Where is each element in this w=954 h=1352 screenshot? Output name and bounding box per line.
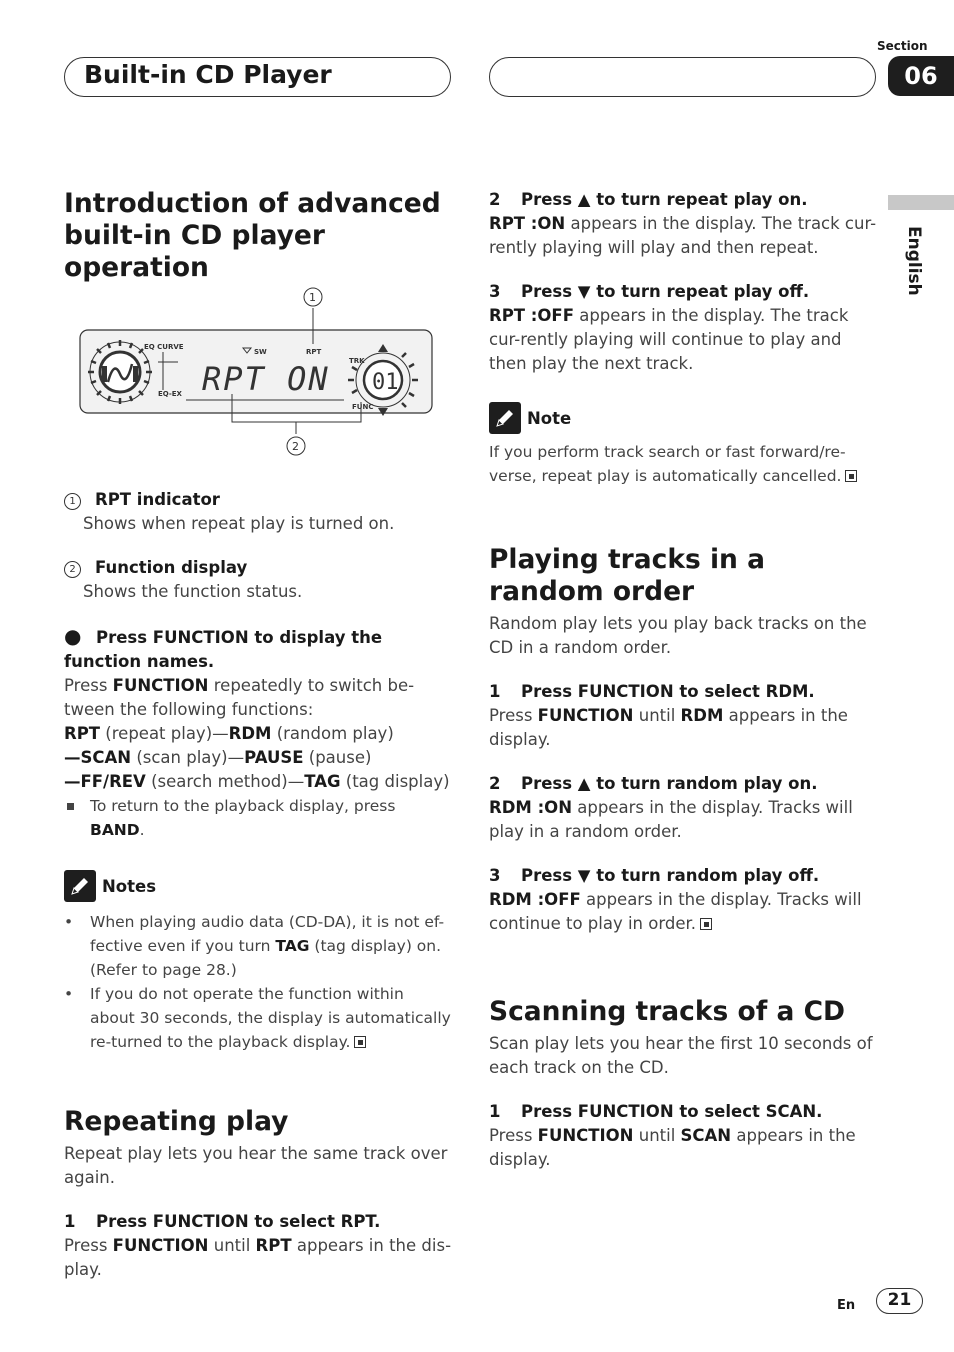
left-column <box>64 188 452 284</box>
lcd-figure-svg <box>78 282 438 462</box>
lcd-main-text: RPT ON <box>202 360 330 398</box>
repeat-step2-body: RPT :ON appears in the display. The track cur-rently playing will play and then repeat. <box>489 214 877 257</box>
callout-2: 2 <box>292 440 299 453</box>
scan-step1-title: Press FUNCTION to select SCAN. <box>521 1102 823 1121</box>
item2-number: 2 <box>64 561 81 578</box>
repeat-step2-title: Press ▲ to turn repeat play on. <box>521 190 808 209</box>
lcd-label-func: FUNC <box>352 403 374 411</box>
repeat-step1-title: Press FUNCTION to select RPT. <box>96 1212 381 1231</box>
lcd-label-rpt: RPT <box>306 348 322 356</box>
random-step3-body: RDM :OFF appears in the display. Tracks will continue to play in order. <box>489 890 862 933</box>
random-intro: Random play lets you play back tracks on the CD in a random order. <box>489 614 867 657</box>
language-label: English <box>904 226 924 296</box>
item1-desc: Shows when repeat play is turned on. <box>83 514 395 533</box>
scan-intro: Scan play lets you hear the first 10 seconds of each track on the CD. <box>489 1034 873 1077</box>
note-item-2: • If you do not operate the function within about 30 seconds, the display is automatically re-turned to the playback display. <box>64 982 452 1054</box>
repeat-step2-number: 2 <box>489 190 501 209</box>
repeat-heading: Repeating play <box>64 1106 289 1137</box>
repeat-intro: Repeat play lets you hear the same track over again. <box>64 1144 448 1187</box>
section-number-badge: 06 <box>888 56 954 96</box>
random-step2-number: 2 <box>489 774 501 793</box>
random-step1-number: 1 <box>489 682 501 701</box>
lcd-label-trk: TRK <box>349 357 365 365</box>
lcd-label-sw: SW <box>254 348 267 356</box>
pencil-note-icon <box>64 870 96 902</box>
item2-desc: Shows the function status. <box>83 582 303 601</box>
random-step3-title: Press ▼ to turn random play off. <box>521 866 820 885</box>
end-mark-icon <box>354 1036 366 1048</box>
scan-step1-body: Press FUNCTION until SCAN appears in the display. <box>489 1126 856 1169</box>
note-item-1: • When playing audio data (CD-DA), it is not ef-fective even if you turn TAG (tag display) on. (Refer to page 28.) <box>64 910 452 982</box>
figure-legend <box>64 488 452 1282</box>
callout-1: 1 <box>309 291 316 304</box>
bullet-dot-icon: ● <box>64 624 82 648</box>
section-label: Section <box>877 39 928 53</box>
notes-header <box>64 870 452 902</box>
language-tab <box>888 195 954 210</box>
item2-title: Function display <box>95 558 248 577</box>
notes-label: Notes <box>102 876 157 896</box>
function-list-line2: —SCAN (scan play)—PAUSE (pause) <box>64 748 372 767</box>
end-mark-icon <box>845 470 857 482</box>
repeat-step3-body: RPT :OFF appears in the display. The track cur-rently playing will continue to play and then play the next track. <box>489 306 849 373</box>
repeat-step3-number: 3 <box>489 282 501 301</box>
function-list-line3: —FF/REV (search method)—TAG (tag display) <box>64 772 450 791</box>
header-blank-frame <box>489 57 876 97</box>
item1-title: RPT indicator <box>95 490 220 509</box>
note-header <box>489 402 877 434</box>
pencil-note-icon <box>489 402 521 434</box>
scan-step1-number: 1 <box>489 1102 501 1121</box>
lcd-label-eq-curve: EQ CURVE <box>144 343 184 351</box>
lcd-label-eq-ex: EQ-EX <box>158 390 182 398</box>
random-heading: Playing tracks in a random order <box>489 544 765 607</box>
repeat-step1-body: Press FUNCTION until RPT appears in the dis-play. <box>64 1236 452 1279</box>
random-step1-title: Press FUNCTION to select RDM. <box>521 682 815 701</box>
intro-heading: Introduction of advanced built-in CD player operation <box>64 188 441 283</box>
return-note: To return to the playback display, press BAND. <box>64 794 452 842</box>
page-number: 21 <box>876 1288 923 1314</box>
header-title: Built-in CD Player <box>84 60 332 89</box>
random-step2-body: RDM :ON appears in the display. Tracks will play in a random order. <box>489 798 853 841</box>
item1-number: 1 <box>64 493 81 510</box>
lcd-track-number: 01 <box>372 370 399 395</box>
repeat-step1-number: 1 <box>64 1212 76 1231</box>
function-paragraph: Press FUNCTION repeatedly to switch be-tween the following functions: <box>64 676 415 719</box>
random-step1-body: Press FUNCTION until RDM appears in the display. <box>489 706 848 749</box>
note-label: Note <box>527 408 572 428</box>
function-list-line1: RPT (repeat play)—RDM (random play) <box>64 724 394 743</box>
lcd-figure <box>78 282 438 462</box>
function-step-title: Press FUNCTION to display the function names. <box>64 628 383 671</box>
footer-lang-code: En <box>837 1298 856 1313</box>
repeat-step3-title: Press ▼ to turn repeat play off. <box>521 282 810 301</box>
right-column <box>489 188 877 1172</box>
end-mark-icon <box>700 918 712 930</box>
random-step3-number: 3 <box>489 866 501 885</box>
note-text: If you perform track search or fast forward/re-verse, repeat play is automatically cancelled. <box>489 440 877 488</box>
scan-heading: Scanning tracks of a CD <box>489 996 846 1027</box>
random-step2-title: Press ▲ to turn random play on. <box>521 774 818 793</box>
